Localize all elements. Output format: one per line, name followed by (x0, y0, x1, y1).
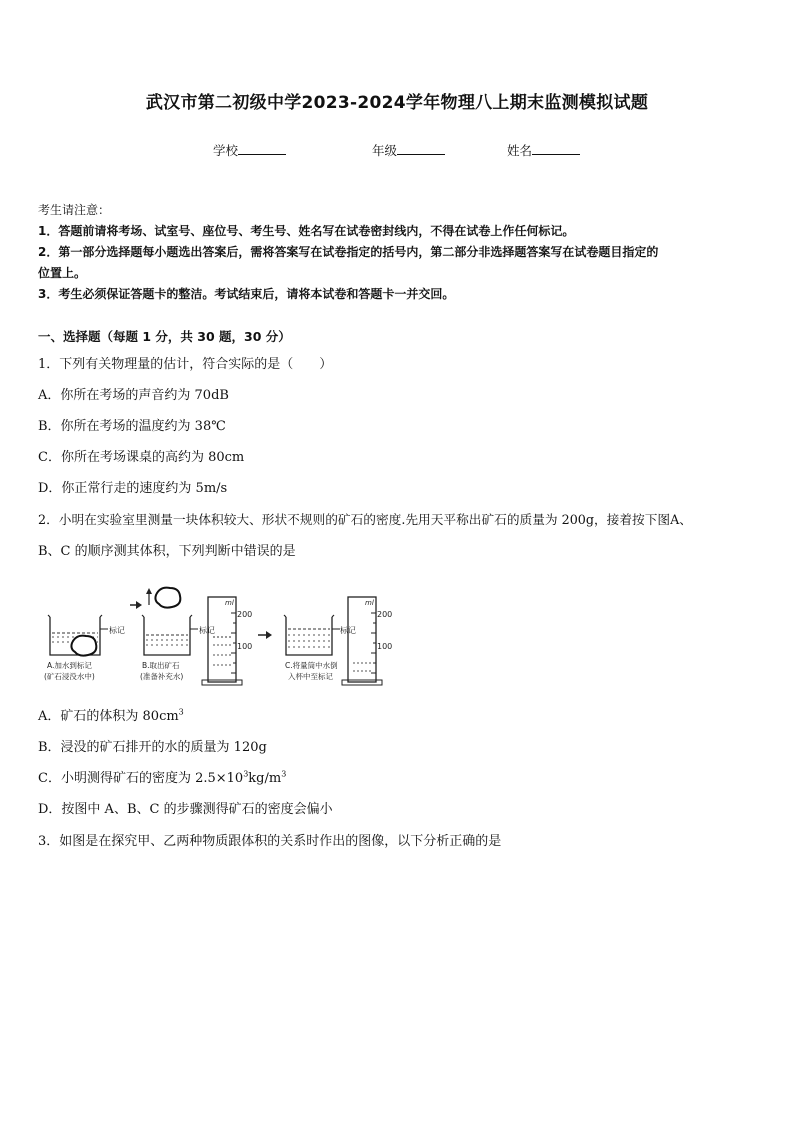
notice-item: 2．第一部分选择题每小题选出答案后，需将答案写在试卷指定的括号内，第二部分非选择题答案写在试卷题目指定的 (38, 245, 659, 259)
school-blank (238, 144, 286, 155)
question-2-option-d: D．按图中 A、B、C 的步骤测得矿石的密度会偏小 (38, 802, 333, 817)
question-1-option-a: A．你所在考场的声音约为 70dB (38, 388, 229, 403)
question-2-option-b: B．浸没的矿石排开的水的质量为 120g (38, 740, 267, 755)
question-1-option-d: D．你正常行走的速度约为 5m/s (38, 481, 228, 496)
tick-200-label: 200 (237, 610, 253, 619)
notice-item: 位置上。 (38, 266, 87, 280)
name-label: 姓名 (507, 143, 533, 158)
question-1-option-b: B．你所在考场的温度约为 38℃ (38, 419, 226, 434)
question-2-stem-line2: B、C 的顺序测其体积，下列判断中错误的是 (38, 544, 296, 559)
beaker-c (284, 615, 356, 681)
grade-label: 年级 (372, 143, 398, 158)
tick-200-label: 200 (377, 610, 393, 619)
question-2-option-c: C．小明测得矿石的密度为 $2.5\times 10^3kg/m^3$ (38, 769, 287, 786)
beaker-a (44, 615, 125, 681)
notice-item: 1．答题前请将考场、试室号、座位号、考生号、姓名写在试卷密封线内，不得在试卷上作任何标记。 (38, 224, 575, 238)
section-heading: 一、选择题（每题 1 分，共 30 题，30 分） (38, 329, 291, 344)
name-field (507, 141, 580, 159)
caption-a-line1: A.加水到标记 (47, 661, 92, 670)
tick-100-label: 100 (237, 642, 253, 651)
notice-heading: 考生请注意： (38, 203, 111, 217)
page-title: 武汉市第二初级中学2023-2024学年物理八上期末监测模拟试题 (145, 93, 649, 113)
grade-blank (397, 144, 445, 155)
caption-c-line2: 入杯中至标记 (288, 672, 333, 681)
name-blank (532, 144, 580, 155)
notice-block (38, 200, 763, 305)
measurement-figure (42, 585, 402, 690)
caption-c-line1: C.将量筒中水倒 (285, 661, 338, 670)
question-1-option-c: C．你所在考场课桌的高约为 80cm (38, 450, 245, 465)
tick-100-label: 100 (377, 642, 393, 651)
beaker-b (140, 588, 215, 681)
ore-rock (71, 636, 96, 656)
unit-label: ml (365, 599, 374, 607)
unit-label: ml (225, 599, 234, 607)
school-label: 学校 (213, 143, 239, 158)
grade-field (372, 141, 445, 159)
mark-label: 标记 (340, 626, 356, 635)
notice-item: 3．考生必须保证答题卡的整洁。考试结束后，请将本试卷和答题卡一并交回。 (38, 287, 455, 301)
mark-label: 标记 (109, 626, 125, 635)
school-field (213, 141, 286, 159)
mark-label: 标记 (199, 626, 215, 635)
caption-b-line2: (准备补充水) (140, 672, 184, 681)
question-2-option-a: A．矿石的体积为 $80cm^3$ (38, 707, 184, 724)
measuring-cylinder-1 (202, 597, 252, 685)
question-3-stem: 3．如图是在探究甲、乙两种物质跟体积的关系时作出的图像，以下分析正确的是 (38, 834, 502, 849)
question-2-stem-line1: 2．小明在实验室里测量一块体积较大、形状不规则的矿石的密度.先用天平称出矿石的质量为 200g，接着按下图A、 (38, 512, 692, 527)
caption-b-line1: B.取出矿石 (142, 661, 180, 670)
caption-a-line2: (矿石浸没水中) (44, 672, 95, 681)
ore-rock (155, 588, 180, 608)
measuring-cylinder-2 (342, 597, 392, 685)
question-1-stem: 1．下列有关物理量的估计，符合实际的是（ ） (38, 357, 333, 372)
